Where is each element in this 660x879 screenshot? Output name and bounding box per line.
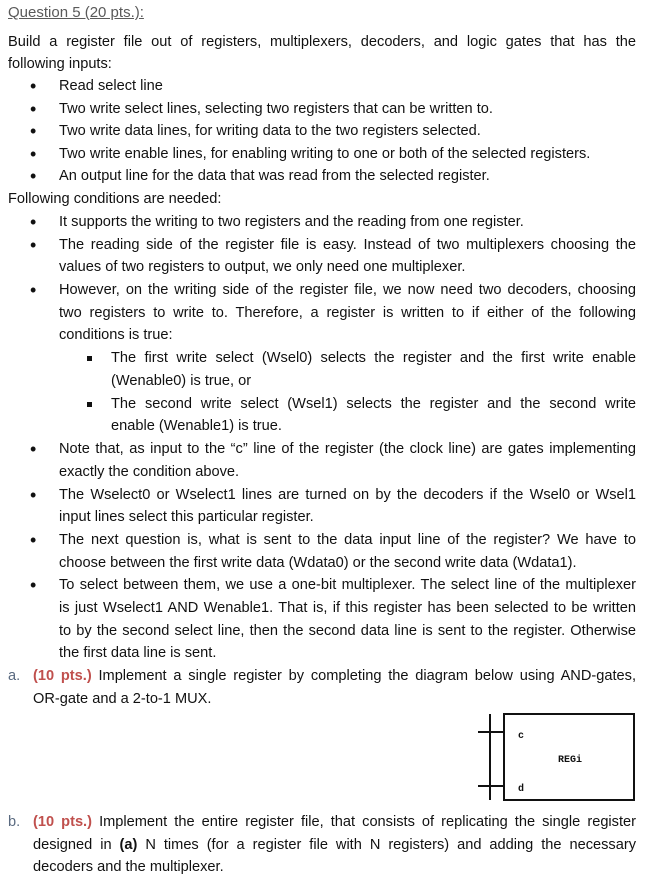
- square-bullet-icon: [87, 356, 92, 361]
- sub-condition-item-cont: (Wenable0) is true, or: [111, 373, 252, 389]
- sub-condition-item: The first write select (Wsel0) selects the register and the first write enable: [0, 347, 660, 370]
- condition-item-cont: two registers to write to. Therefore, a register is written to if either of the following: [59, 305, 636, 321]
- input-item: • Read select line: [30, 76, 163, 96]
- condition-item: • However, on the writing side of the register file, we now need two decoders, choosing: [30, 280, 636, 300]
- conditions-heading: Following conditions are needed:: [8, 191, 222, 207]
- bullet-icon: •: [30, 485, 37, 505]
- clock-port-label: c: [518, 731, 525, 742]
- input-item: • Two write select lines, selecting two registers that can be written to.: [30, 99, 493, 119]
- intro-line: following inputs:: [8, 56, 112, 72]
- condition-item: • Note that, as input to the “c” line of the register (the clock line) are gates implementing: [30, 439, 636, 459]
- condition-item-cont: conditions is true:: [59, 327, 173, 343]
- condition-item: • To select between them, we use a one-bit multiplexer. The select line of the multiplexer: [30, 575, 636, 595]
- input-item: • Two write data lines, for writing data to the two registers selected.: [30, 121, 481, 141]
- question-title: Question 5 (20 pts.):: [8, 4, 144, 21]
- condition-item-cont: exactly the condition above.: [59, 464, 240, 480]
- condition-item: • It supports the writing to two registers and the reading from one register.: [30, 212, 524, 232]
- part-b-points: (10 pts.): [33, 814, 92, 830]
- condition-item: • The Wselect0 or Wselect1 lines are turned on by the decoders if the Wsel0 or Wsel1: [30, 485, 636, 505]
- condition-item: • The next question is, what is sent to the data input line of the register? We have to: [30, 530, 636, 550]
- part-b-cont: decoders and the multiplexer.: [33, 859, 224, 875]
- condition-item-cont: is just Wselect1 AND Wenable1. That is, if this register has been selected to be written: [59, 600, 636, 616]
- bullet-icon: •: [30, 280, 37, 300]
- bullet-icon: •: [30, 166, 37, 186]
- bullet-icon: •: [30, 121, 37, 141]
- data-port-label: d: [518, 784, 525, 795]
- register-diagram: [468, 712, 638, 804]
- sub-condition-item: The second write select (Wsel1) selects the register and the second write: [0, 393, 660, 416]
- input-item: • Two write enable lines, for enabling writing to one or both of the selected registers.: [30, 144, 591, 164]
- part-a-points: (10 pts.): [33, 668, 92, 684]
- register-label: REGi: [558, 755, 583, 766]
- part-a-reference: (a): [119, 837, 138, 853]
- part-a: a. (10 pts.) Implement a single register by completing the diagram below using AND-gates,: [0, 665, 660, 688]
- part-a-label: a.: [8, 668, 21, 684]
- part-b-label: b.: [8, 814, 21, 830]
- sub-condition-item-cont: enable (Wenable1) is true.: [111, 418, 282, 434]
- part-b-cont: designed in (a) N times (for a register file with N registers) and adding the necessary: [33, 837, 636, 853]
- condition-item-cont: choose between the first write data (Wdata0) or the second write data (Wdata1).: [59, 555, 577, 571]
- square-bullet-icon: [87, 402, 92, 407]
- intro-line: Build a register file out of registers, multiplexers, decoders, and logic gates that has the: [8, 34, 636, 50]
- condition-item: • The reading side of the register file is easy. Instead of two multiplexers choosing the: [30, 235, 636, 255]
- input-item: • An output line for the data that was read from the selected register.: [30, 166, 490, 186]
- part-b: b. (10 pts.) Implement the entire register file, that consists of replicating the single register: [0, 811, 660, 834]
- bullet-icon: •: [30, 575, 37, 595]
- bullet-icon: •: [30, 212, 37, 232]
- bullet-icon: •: [30, 439, 37, 459]
- condition-item-cont: to by the second select line, then the second data line is sent to the register. Otherwise: [59, 623, 636, 639]
- bullet-icon: •: [30, 76, 37, 96]
- bullet-icon: •: [30, 530, 37, 550]
- condition-item-cont: values of two registers to output, we only need one multiplexer.: [59, 259, 466, 275]
- bullet-icon: •: [30, 99, 37, 119]
- part-a-cont: OR-gate and a 2-to-1 MUX.: [33, 691, 212, 707]
- bullet-icon: •: [30, 235, 37, 255]
- condition-item-cont: the first data line is sent.: [59, 645, 217, 661]
- condition-item-cont: input lines select this particular register.: [59, 509, 314, 525]
- bullet-icon: •: [30, 144, 37, 164]
